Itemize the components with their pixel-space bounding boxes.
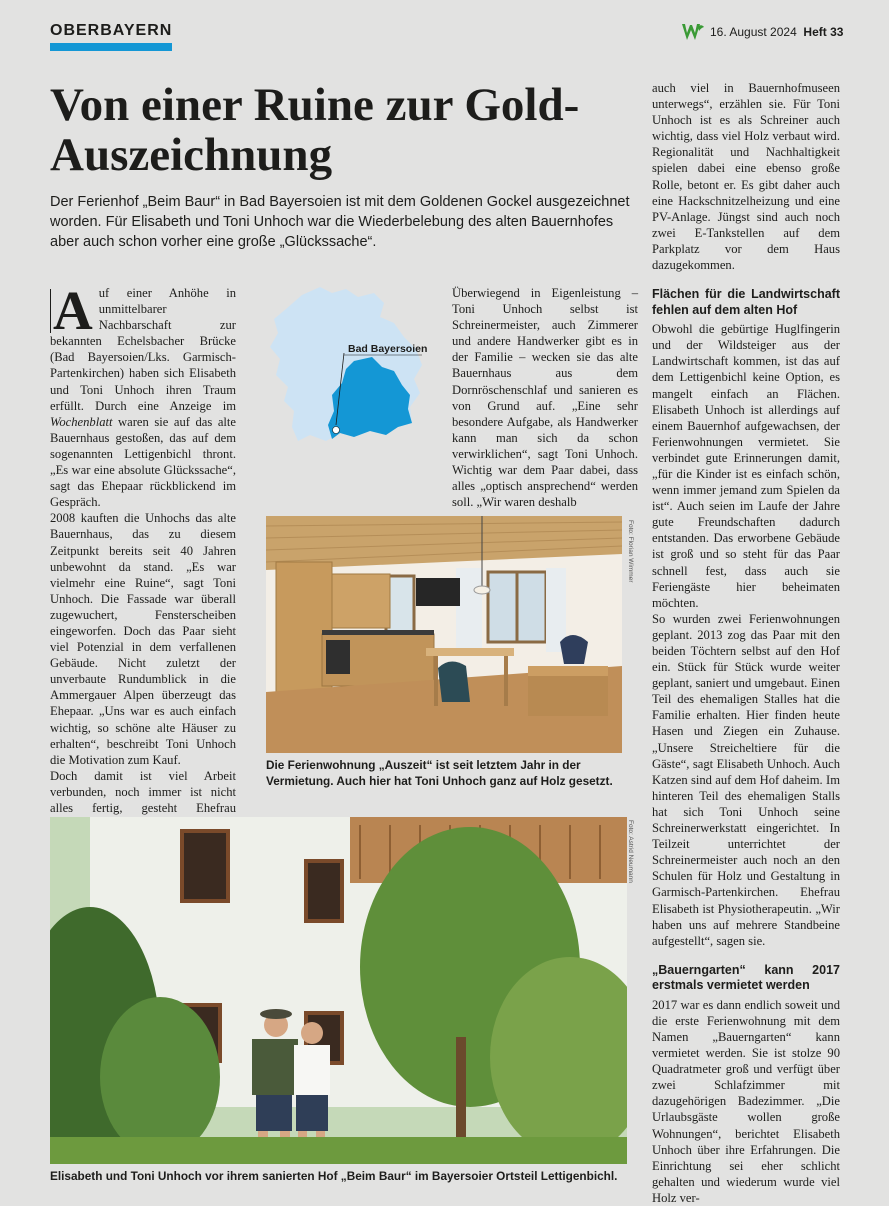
paragraph: A uf einer Anhöhe in unmittelbarer Nachbarschaft zur bekannten Echelsbacher Brücke (Bad Bayersoien/Lks. Garmisch-Partenkirchen) haben sich Elisabeth und Toni Unhoch ihren Traum erfüllt. Durch eine Anzeige im Wochenblatt waren sie auf das alte Bauernhaus gestoßen, das auf dem sogenannten Lettigenbichl thront. „Es war eine absolute Glückssache“, sagt das Ehepaar rückblickend im Gespräch. [50,280,236,510]
w-logo-icon [681,22,705,42]
paragraph: 2017 war es dann endlich soweit und die erste Ferienwohnung mit dem Namen „Bauerngarten“ kann vermietet werden. Sie ist stolze 90 Quadratmeter groß und verfügt über zwei Schlafzimmer mit dazugehörigen Badezimmer. „Die Urlaubsgäste wollen große Wohnungen“, berichtet Elisabeth Unhoch über ihre Erfahrungen. Die Einrichtung sei eher schlicht gehalten und wiederum wurde viel Holz ver- [652,997,840,1205]
issue-number: Heft 33 [803,25,844,39]
paragraph: Doch damit ist viel Arbeit verbunden, noch immer ist nicht alles fertig, gesteht Ehefrau [50,768,236,815]
kitchen-photo [266,516,622,753]
paragraph: 2008 kauften die Unhochs das alte Bauernhaus, das zu diesem Zeitpunkt bereits seit 40 Jahren unbewohnt da stand. „Es war vielmehr eine Ruine“, sagt Toni Unhoch. Die Fassade war überall zugewuchert, Fensterscheiben eingeworfen. Doch das Paar sieht viel Potenzial in dem verfallenen Gebäude. Nicht zuletzt der unverbaute Rundumblick in die Ammergauer Alpen überzeugt das Ehepaar. „Uns war es auch einfach wichtig, so schöne alte Häuser zu erhalten“, beschreibt Toni Unhoch die Motivation zum Kauf. [50,511,236,767]
column-2 [452,285,638,510]
paragraph: Überwiegend in Eigenleistung – Toni Unhoch selbst ist Schreinermeister, auch Zimmerer und andere Handwerker gibt es in der Familie – wecken sie das alte Bauernhaus aus dem Dornröschenschlaf und sanieren es von Grund auf. „Eine sehr besondere Aufgabe, als Handwerker kann man sich da schon verwirklichen“, sagt Toni Unhoch. Wichtig war dem Paar dabei, dass alles „optisch ansprechend“ werden soll. „Wir waren deshalb [452,286,638,510]
column-3 [652,80,840,1206]
column-1 [50,280,236,832]
photo-credit: Foto: Astrid Neumann [627,820,634,883]
publication-name: Wochenblatt [50,414,113,429]
paragraph: So wurden zwei Ferienwohnungen geplant. 2013 zog das Paar mit den beiden Töchtern selbst auf den Hof ein. Stück für Stück wurde weiter geplant, saniert und umgebaut. Einen Teil des ehemaligen Stalles hat die Familie erhalten. Hier finden heute Hasen und Ziegen ein Zuhause. „Unsere Streicheltiere für die Gäste“, sagt Elisabeth Unhoch. Auch Katzen sind auf dem Hof daheim. Im hinteren Teil des ehemaligen Stalls hat sich Toni Unhoch seine Schreinerwerkstatt eingerichtet. In Teilzeit unterrichtet der Schreinermeister auch noch an den Schulen für Holz und Gestaltung in Garmisch-Partenkirchen. Ehefrau Elisabeth ist Physiotherapeutin. „Wir haben uns auf mehrere Standbeine aufgestellt“, sagen sie. [652,611,840,948]
section-label: OBERBAYERN [50,22,173,39]
dropcap: A [50,289,93,333]
issue-date: 16. August 2024 [710,25,797,39]
section-underline [50,43,172,51]
headline: Von einer Ruine zur Gold-Auszeichnung [50,79,580,181]
house-photo [50,817,627,1164]
masthead [710,25,843,39]
subheading: „Bauerngarten“ kann 2017 erstmals vermietet werden [652,962,840,993]
bavaria-map [262,283,432,448]
location-marker [333,427,340,434]
subheading: Flächen für die Landwirtschaft fehlen auf dem alten Hof [652,287,840,317]
map-label: Bad Bayersoien [348,343,428,355]
paragraph: Obwohl die gebürtige Huglfingerin und der Wildsteiger aus der Landwirtschaft kommen, ist das auf dem Lettigenbichl keine Option, es mangelt einfach an Flächen. Elisabeth Unhoch ist allerdings auf einem Bauernhof aufgewachsen, der Ferienwohnungen vermietet. Sie verbindet gute Erinnerungen damit, „für die Kinder ist es einfach schön, wenn immer jemand zum Spielen da ist“. Auch seien im Laufe der Jahre gute Freundschaften dadurch entstanden. Das erworbene Gebäude ist groß und so steht für das Paar schnell fest, dass auch sie Feriengäste hier beheimaten möchten. [652,322,840,610]
paragraph: auch viel in Bauernhofmuseen unterwegs“, erzählen sie. Für Toni Unhoch ist es als Schreiner auch wichtig, dass viel Holz verbaut wird. Regionalität und Nachhaltigkeit spielen dabei eine ebenso große Rolle, betont er. Es gibt daher auch eine Hackschnitzelheizung und eine PV-Anlage. Jüngst sind auch noch zwei E-Tankstellen auf dem Parkplatz vor dem Haus dazugekommen. [652,81,840,273]
photo-credit: Foto: Florian Wimmer [627,520,634,583]
kitchen-caption: Die Ferienwohnung „Auszeit“ ist seit letztem Jahr in der Vermietung. Auch hier hat Toni Unhoch ganz auf Holz gesetzt. [266,758,613,788]
lead-text: Der Ferienhof „Beim Baur“ in Bad Bayersoien ist mit dem Goldenen Gockel ausgezeichnet worden. Für Elisabeth und Toni Unhoch war die Wiederbelebung des alten Bauernhofes aber auch schon vorher eine große „Glückssache“. [50,194,630,250]
house-caption: Elisabeth und Toni Unhoch vor ihrem sanierten Hof „Beim Baur“ im Bayersoier Ortsteil Lettigenbichl. [50,1169,618,1183]
